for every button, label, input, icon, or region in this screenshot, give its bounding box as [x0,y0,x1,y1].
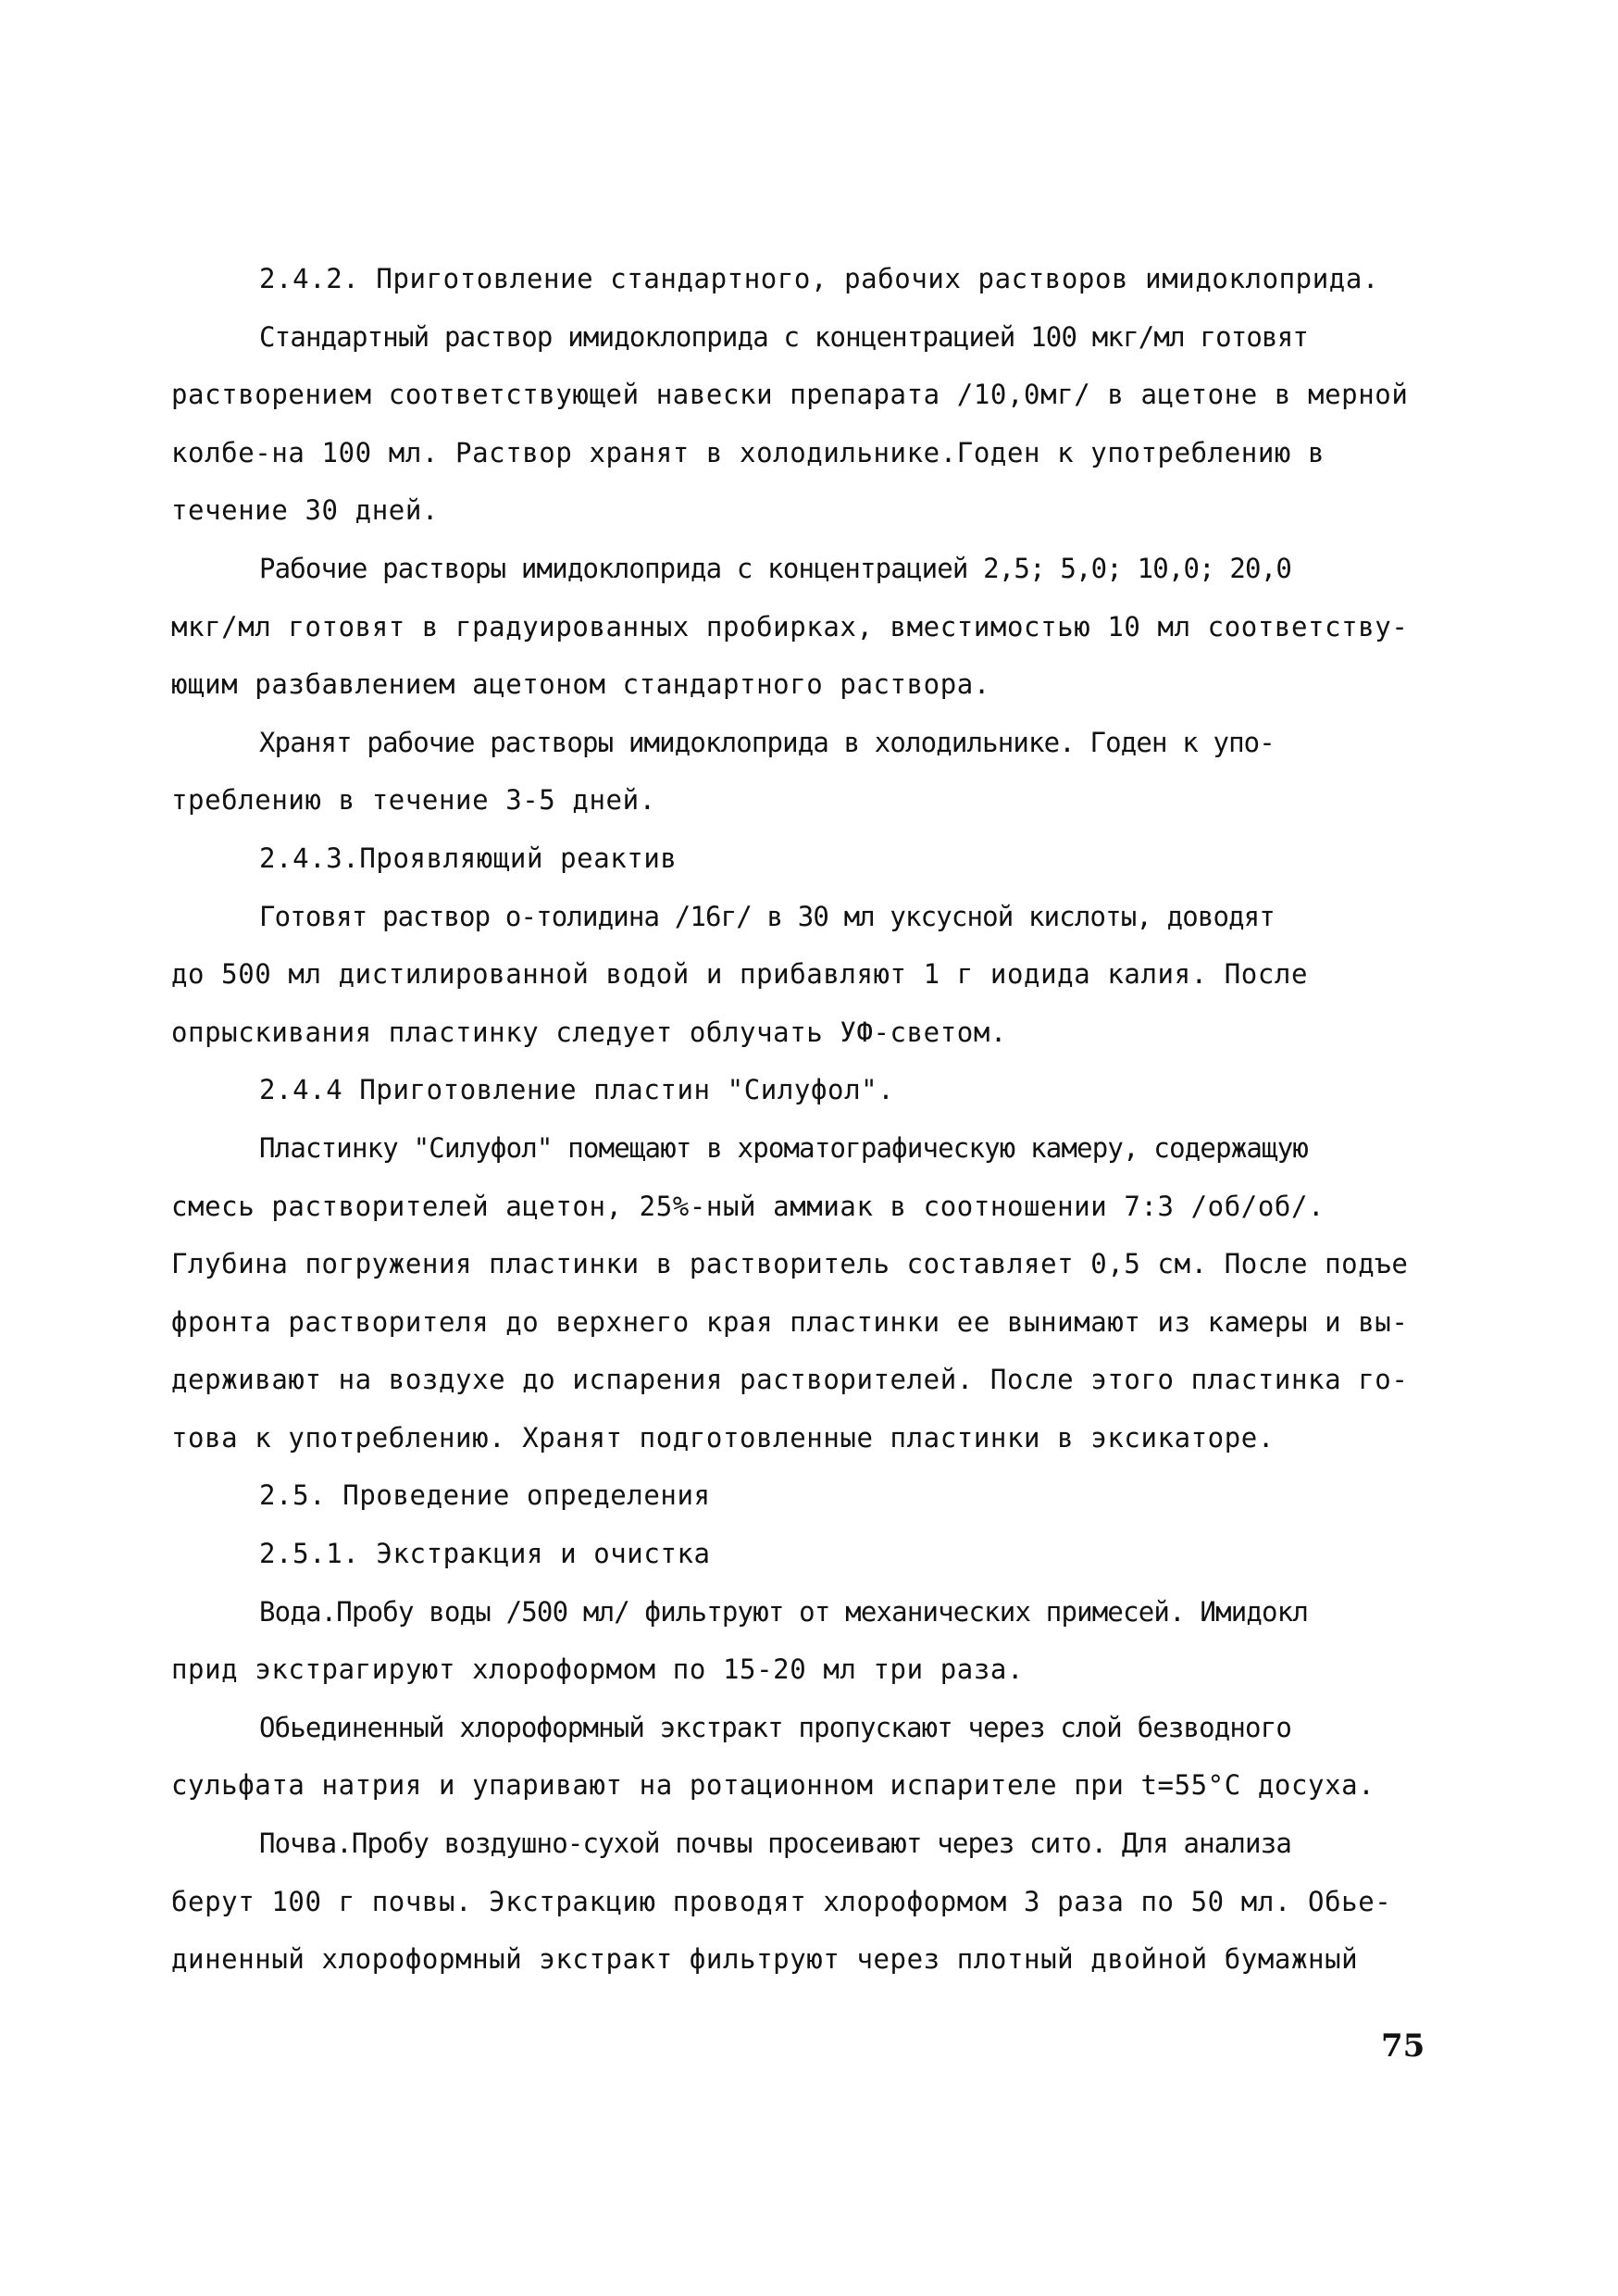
paragraph-water [171,1583,1467,1699]
text-line: течение 30 дней. [171,494,439,527]
heading-2-5: 2.5. Проведение определения [259,1479,711,1512]
text-line: Обьединенный хлороформный экстракт пропускают через слой безводного [259,1711,1291,1743]
text-line: Рабочие растворы имидоклоприда с концентрацией 2,5; 5,0; 10,0; 20,0 [259,552,1291,584]
text-line: ющим разбавлением ацетоном стандартного раствора. [171,668,990,701]
text-line: Хранят рабочие растворы имидоклоприда в холодильнике. Годен к упо- [259,726,1275,758]
text-line: Глубина погружения пластинки в растворитель составляет 0,5 см. После подъе [171,1248,1409,1280]
text-line: Стандартный раствор имидоклоприда с концентрацией 100 мкг/мл готовят [259,320,1309,353]
paragraph-working-solutions [171,540,1467,714]
text-line: фронта растворителя до верхнего края пластинки ее вынимают из камеры и вы- [171,1305,1409,1338]
paragraph-plates [171,1119,1467,1467]
text-line: колбе-на 100 мл. Раствор хранят в холодильнике.Годен к употреблению в [171,436,1326,468]
paragraph-reagent [171,888,1467,1062]
paragraph-standard-solution [171,308,1467,540]
text-line: прид экстрагируют хлороформом по 15-20 мл три раза. [171,1653,1025,1686]
page-number: 75 [1381,2028,1425,2065]
heading-2-4-2: 2.4.2. Приготовление стандартного, рабочих растворов имидоклоприда. [259,263,1379,294]
text-line: Пластинку "Силуфол" помещают в хроматографическую камеру, содержащую [259,1131,1309,1164]
paragraph-storage [171,714,1467,830]
heading-2-5-1: 2.5.1. Экстракция и очистка [259,1538,711,1570]
text-line: сульфата натрия и упаривают на ротационном испарителе при t=55°С досуха. [171,1769,1375,1802]
text-line: Почва.Пробу воздушно-сухой почвы просеивают через сито. Для анализа [259,1828,1291,1860]
text-line: держивают на воздухе до испарения растворителей. После этого пластинка го- [171,1364,1409,1396]
text-line: опрыскивания пластинку следует облучать УФ-светом. [171,1016,1007,1048]
text-line: Вода.Пробу воды /500 мл/ фильтруют от механических примесей. Имидокл [259,1595,1309,1628]
heading-2-4-3: 2.4.3.Проявляющий реактив [259,842,678,874]
text-line: растворением соответствующей навески препарата /10,0мг/ в ацетоне в мерной [171,379,1409,411]
text-line: до 500 мл дистилированной водой и прибавляют 1 г иодида калия. После [171,958,1309,991]
text-line: това к употреблению. Хранят подготовленные пластинки в эксикаторе. [171,1421,1275,1454]
text-line: диненный хлороформный экстракт фильтруют через плотный двойной бумажный [171,1943,1359,1976]
paragraph-soil [171,1815,1467,1989]
text-line: Готовят раствор о-толидина /16г/ в 30 мл уксусной кислоты, доводят [259,900,1275,932]
text-line: треблению в течение 3-5 дней. [171,784,656,817]
paragraph-extract [171,1699,1467,1815]
text-line: мкг/мл готовят в градуированных пробирках, вместимостью 10 мл соответству- [171,610,1409,643]
heading-2-4-4: 2.4.4 Приготовление пластин "Силуфол". [259,1074,895,1106]
text-line: берут 100 г почвы. Экстракцию проводят хлороформом 3 раза по 50 мл. Обье- [171,1885,1392,1917]
text-line: смесь растворителей ацетон, 25%-ный аммиак в соотношении 7:3 /об/об/. [171,1190,1326,1222]
document-body [171,250,1467,1989]
